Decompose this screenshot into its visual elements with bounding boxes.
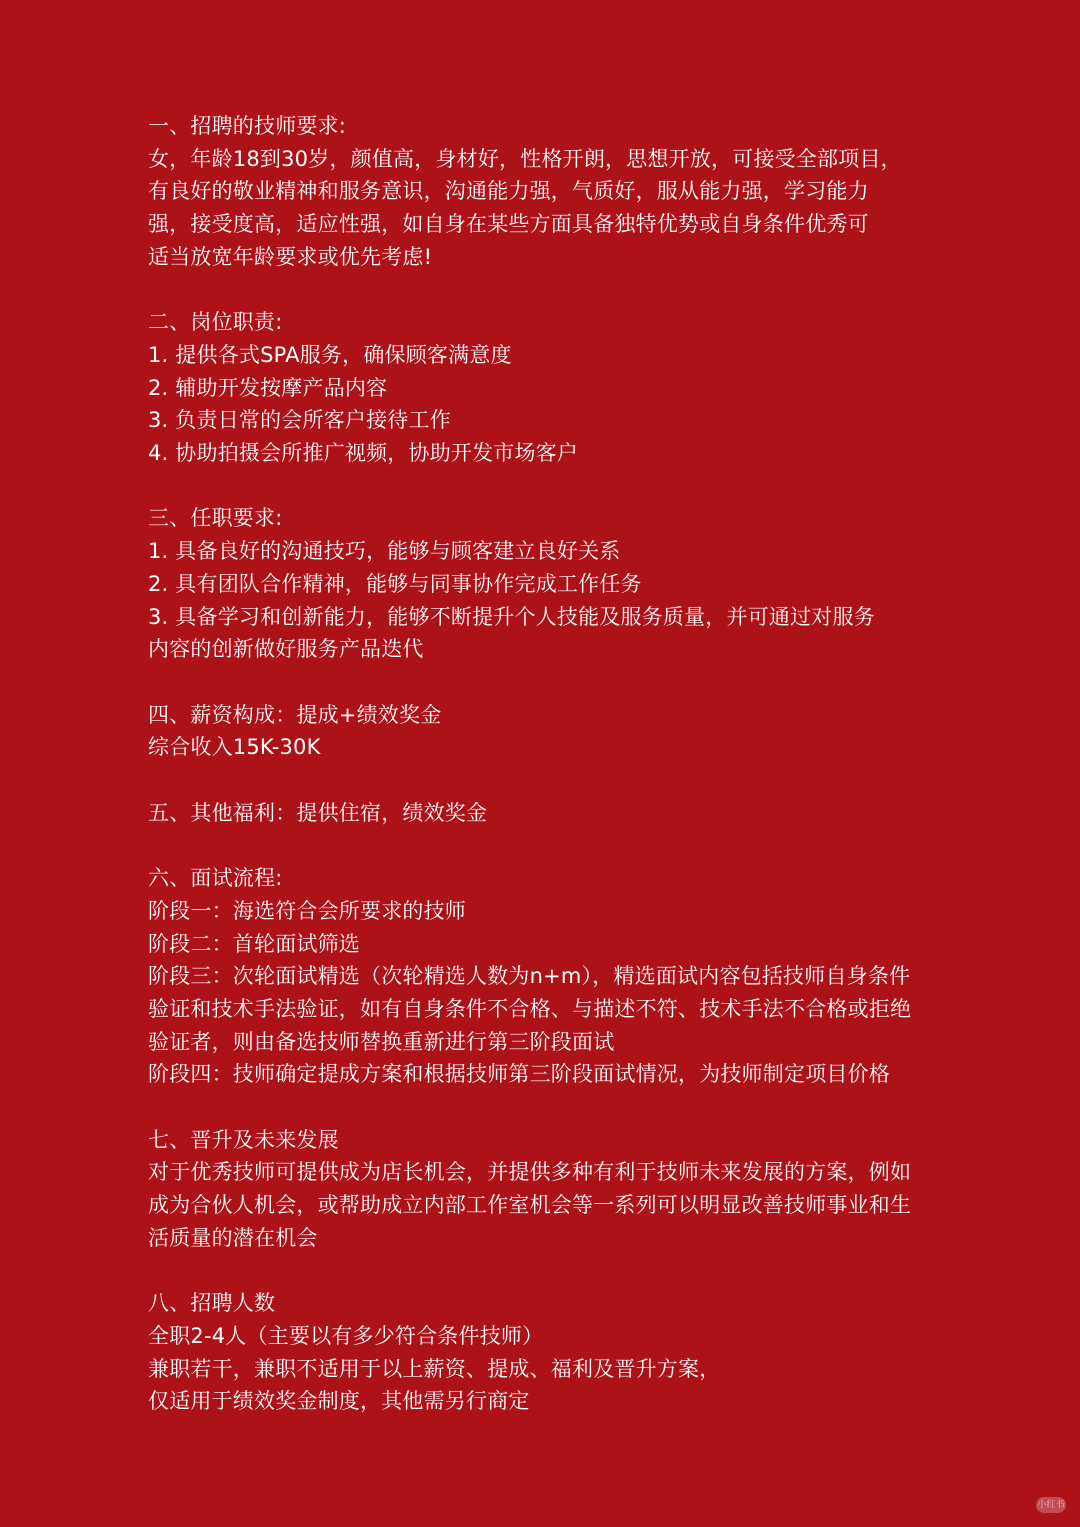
section-line: 综合收入15K-30K <box>148 735 321 760</box>
section-heading: 八、招聘人数 <box>148 1291 276 1316</box>
section-line: 仅适用于绩效奖金制度，其他需另行商定 <box>148 1389 530 1414</box>
section-line: 强，接受度高，适应性强，如自身在某些方面具备独特优势或自身条件优秀可 <box>148 212 869 237</box>
section-heading: 四、薪资构成：提成+绩效奖金 <box>148 702 442 727</box>
section-line: 活质量的潜在机会 <box>148 1225 318 1250</box>
section-line: 阶段二：首轮面试筛选 <box>148 931 360 956</box>
section-headcount <box>148 1287 948 1418</box>
section-heading: 三、任职要求: <box>148 506 283 531</box>
section-line: 适当放宽年龄要求或优先考虑! <box>148 244 433 269</box>
section-heading: 五、其他福利：提供住宿，绩效奖金 <box>148 800 488 825</box>
section-line: 阶段三：次轮面试精选（次轮精选人数为n+m），精选面试内容包括技师自身条件 <box>148 964 911 989</box>
section-heading: 六、面试流程: <box>148 866 283 891</box>
section-line: 1. 具备良好的沟通技巧，能够与顾客建立良好关系 <box>148 539 621 564</box>
section-benefits <box>148 797 948 830</box>
section-line: 3. 负责日常的会所客户接待工作 <box>148 408 451 433</box>
section-line: 阶段一：海选符合会所要求的技师 <box>148 898 466 923</box>
section-salary <box>148 699 948 764</box>
section-line: 成为合伙人机会，或帮助成立内部工作室机会等一系列可以明显改善技师事业和生 <box>148 1193 912 1218</box>
section-line: 1. 提供各式SPA服务，确保顾客满意度 <box>148 342 512 367</box>
section-line: 有良好的敬业精神和服务意识，沟通能力强，气质好，服从能力强，学习能力 <box>148 179 869 204</box>
section-line: 内容的创新做好服务产品迭代 <box>148 637 424 662</box>
section-line: 验证和技术手法验证，如有自身条件不合格、与描述不符、技术手法不合格或拒绝 <box>148 996 912 1021</box>
section-line: 验证者，则由备选技师替换重新进行第三阶段面试 <box>148 1029 615 1054</box>
section-heading: 七、晋升及未来发展 <box>148 1127 339 1152</box>
section-job-duties <box>148 306 948 470</box>
section-line: 3. 具备学习和创新能力，能够不断提升个人技能及服务质量，并可通过对服务 <box>148 604 875 629</box>
section-line: 2. 具有团队合作精神，能够与同事协作完成工作任务 <box>148 571 642 596</box>
section-line: 女，年龄18到30岁，颜值高，身材好，性格开朗，思想开放，可接受全部项目， <box>148 146 902 171</box>
document-body <box>148 110 948 1451</box>
section-qualifications <box>148 502 948 666</box>
section-line: 阶段四：技师确定提成方案和根据技师第三阶段面试情况，为技师制定项目价格 <box>148 1062 890 1087</box>
section-line: 对于优秀技师可提供成为店长机会，并提供多种有利于技师未来发展的方案，例如 <box>148 1160 912 1185</box>
section-line: 全职2-4人（主要以有多少符合条件技师） <box>148 1323 544 1348</box>
section-interview-process <box>148 862 948 1091</box>
watermark-logo: 小红书 <box>1036 1497 1066 1513</box>
section-line: 2. 辅助开发按摩产品内容 <box>148 375 388 400</box>
section-career-development <box>148 1124 948 1255</box>
section-line: 兼职若干，兼职不适用于以上薪资、提成、福利及晋升方案， <box>148 1356 721 1381</box>
section-line: 4. 协助拍摄会所推广视频，协助开发市场客户 <box>148 441 579 466</box>
section-recruitment-requirements <box>148 110 948 274</box>
section-heading: 一、招聘的技师要求: <box>148 114 347 138</box>
section-heading: 二、岗位职责: <box>148 310 283 335</box>
